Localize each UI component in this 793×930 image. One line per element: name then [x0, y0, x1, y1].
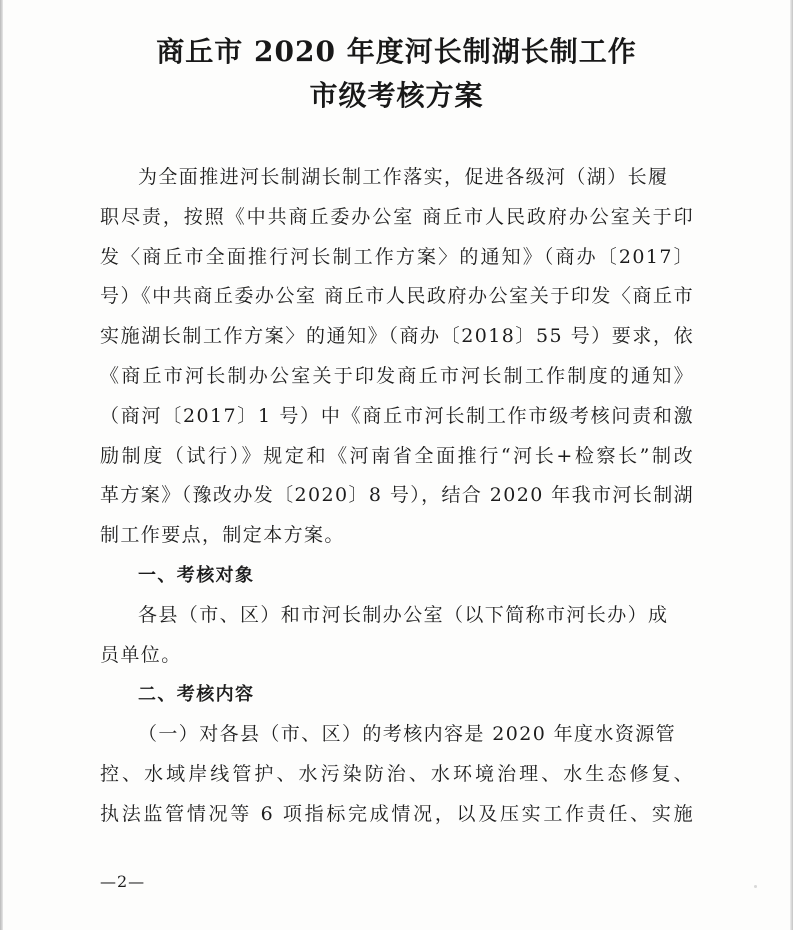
title-line-2: 市级考核方案 [309, 79, 484, 112]
paragraph-line: 各县（市、区）和市河长制办公室（以下简称市河长办）成 [138, 603, 669, 626]
paragraph-line: （一）对各县（市、区）的考核内容是 2020 年度水资源管 [138, 723, 677, 746]
paragraph-line: 执法监管情况等 6 项指标完成情况，以及压实工作责任、实施 [100, 802, 694, 825]
paragraph-line: 实施湖长制工作方案〉的通知》（商办〔2018〕55 号）要求，依 [100, 325, 694, 348]
paragraph-line: （商河〔2017〕1 号）中《商丘市河长制工作市级考核问责和激 [100, 404, 694, 427]
page-number: —2— [100, 872, 146, 891]
paragraph-line: 革方案》（豫改办发〔2020〕8 号），结合 2020 年我市河长制湖 [100, 484, 694, 507]
paragraph-line: 为全面推进河长制湖长制工作落实，促进各级河（湖）长履 [138, 166, 669, 188]
paragraph-line: 制工作要点，制定本方案。 [100, 524, 345, 547]
paragraph-line: 号）《中共商丘委办公室 商丘市人民政府办公室关于印发〈商丘市 [100, 285, 694, 308]
document-body [100, 158, 694, 835]
section-heading-2: 二、考核内容 [138, 684, 255, 706]
document-title [0, 30, 793, 118]
title-line-1: 商丘市 2020 年度河长制湖长制工作 [156, 35, 637, 68]
paragraph-line: 员单位。 [100, 643, 182, 666]
paragraph-line: 励制度（试行）》规定和《河南省全面推行“河长+检察长”制改 [100, 444, 694, 467]
paragraph-line: 《商丘市河长制办公室关于印发商丘市河长制工作制度的通知》 [100, 364, 694, 387]
page-edge-left [0, 0, 3, 930]
paragraph-line: 职尽责，按照《中共商丘委办公室 商丘市人民政府办公室关于印 [100, 205, 694, 228]
paragraph-line: 发〈商丘市全面推行河长制工作方案〉的通知》（商办〔2017〕 [100, 245, 694, 268]
scan-artifact [754, 885, 757, 888]
paragraph-line: 控、水域岸线管护、水污染防治、水环境治理、水生态修复、 [100, 762, 694, 785]
section-heading-1: 一、考核对象 [138, 564, 255, 586]
